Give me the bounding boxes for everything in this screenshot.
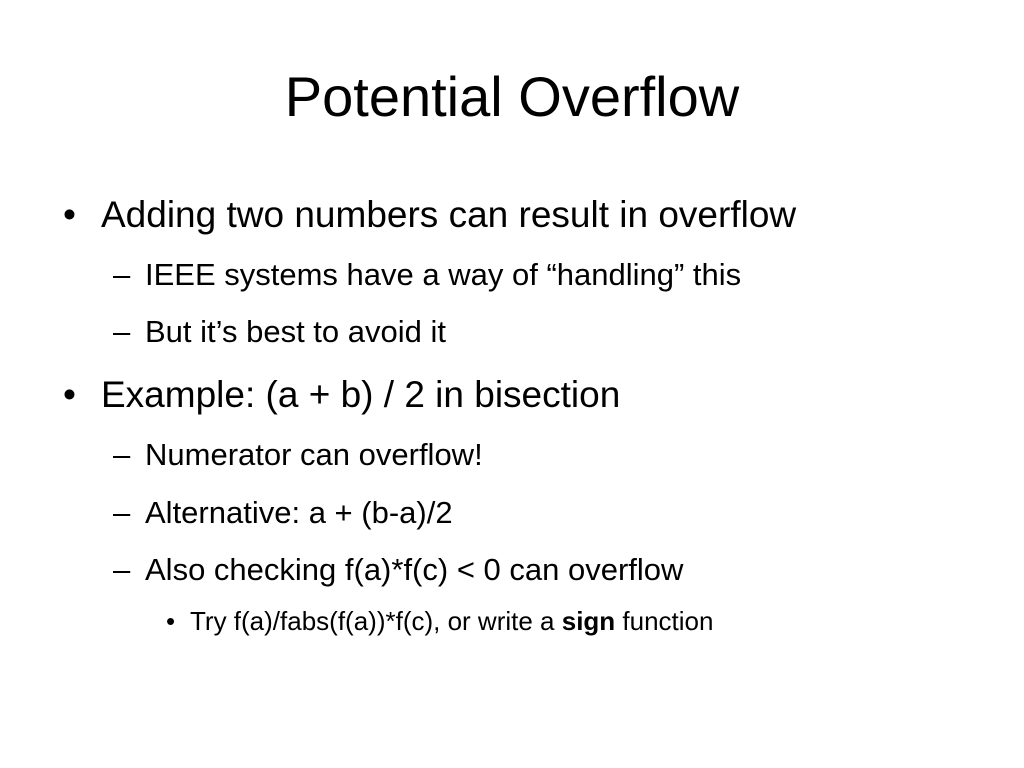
text-segment: Try f(a)/fabs(f(a))*f(c), or write a [190, 606, 562, 636]
sub-item-text: But it’s best to avoid it [145, 314, 446, 349]
dash-icon: – [113, 437, 131, 472]
sub-item-text: Also checking f(a)*f(c) < 0 can overflow [145, 552, 684, 587]
sub-sub-item-text [190, 605, 713, 637]
dash-icon: – [113, 314, 131, 349]
dash-icon: – [113, 552, 131, 587]
sub-item-text: IEEE systems have a way of “handling” this [145, 257, 742, 292]
dash-icon: – [113, 257, 131, 292]
slide-title: Potential Overflow [284, 65, 740, 128]
bullet-text: Example: (a + b) / 2 in bisection [101, 374, 621, 415]
text-segment: function [615, 606, 714, 636]
sub-item-text: Numerator can overflow! [145, 437, 483, 472]
dash-icon: – [113, 495, 131, 530]
bullet-icon: • [166, 606, 176, 636]
bullet-text: Adding two numbers can result in overflow [101, 194, 797, 235]
bullet-icon: • [63, 194, 76, 235]
sub-item-text: Alternative: a + (b-a)/2 [145, 495, 453, 530]
bullet-icon: • [63, 374, 76, 415]
bold-keyword: sign [561, 606, 616, 636]
